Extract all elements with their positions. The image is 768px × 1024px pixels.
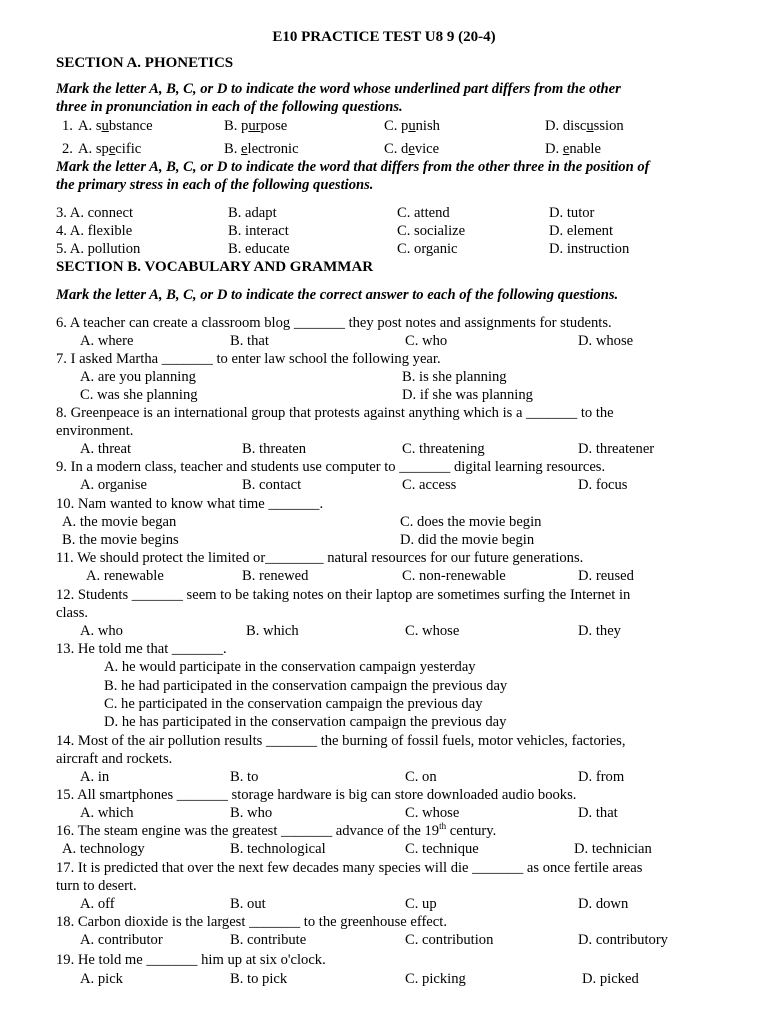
question-stem: 7. I asked Martha _______ to enter law school the following year. (56, 351, 441, 367)
option-b: B. purpose (224, 118, 288, 134)
option-b: B. is she planning (402, 369, 507, 385)
question-stem-line2: aircraft and rockets. (56, 751, 173, 767)
question-stem: 6. A teacher can create a classroom blog _______ they post notes and assignments for students. (56, 315, 612, 331)
option-a: 5. A. pollution (56, 241, 141, 257)
question-number: 2. (62, 141, 73, 157)
option-b: B. contribute (230, 932, 307, 948)
question-stem-line2: class. (56, 605, 89, 621)
option-b: B. threaten (242, 441, 307, 457)
option-c: C. attend (397, 205, 450, 221)
stress-instruction-line2: the primary stress in each of the following questions. (56, 177, 374, 193)
option-d: D. discussion (545, 118, 624, 134)
question-stem: 13. He told me that _______. (56, 641, 227, 657)
option-b: B. which (246, 623, 299, 639)
option-b: B. that (230, 333, 269, 349)
option-a: A. contributor (80, 932, 163, 948)
section-b-heading: SECTION B. VOCABULARY AND GRAMMAR (56, 259, 374, 275)
option-b: B. to pick (230, 971, 288, 987)
option-c: C. on (405, 769, 437, 785)
question-stem: 18. Carbon dioxide is the largest _______ to the greenhouse effect. (56, 914, 447, 930)
option-a: A. substance (78, 118, 153, 134)
option-b: B. he had participated in the conservation campaign the previous day (104, 678, 508, 694)
option-d: D. whose (578, 333, 634, 349)
option-d: D. reused (578, 568, 634, 584)
option-b: B. interact (228, 223, 289, 239)
question-stem-line1: 12. Students _______ seem to be taking notes on their laptop are sometimes surfing the Internet in (56, 587, 631, 603)
option-d: D. focus (578, 477, 628, 493)
option-d: D. he has participated in the conservation campaign the previous day (104, 714, 507, 730)
option-a: A. who (80, 623, 123, 639)
option-b: B. electronic (224, 141, 299, 157)
option-b: B. to (230, 769, 259, 785)
option-c: C. technique (405, 841, 479, 857)
option-c: C. whose (405, 623, 460, 639)
option-a: A. where (80, 333, 134, 349)
question-stem: 15. All smartphones _______ storage hardware is big can store downloaded audio books. (56, 787, 577, 803)
option-c: C. socialize (397, 223, 466, 239)
option-d: D. if she was planning (402, 387, 533, 403)
option-b: B. adapt (228, 205, 277, 221)
question-number: 1. (62, 118, 73, 134)
option-a: A. specific (78, 141, 142, 157)
question-stem: 19. He told me _______ him up at six o'clock. (56, 952, 326, 968)
section-a-instruction-line2: three in pronunciation in each of the following questions. (56, 99, 403, 115)
option-d: D. technician (574, 841, 652, 857)
question-stem-line1: 14. Most of the air pollution results _______ the burning of fossil fuels, motor vehicles, factories, (56, 733, 626, 749)
option-d: D. instruction (549, 241, 630, 257)
option-b: B. who (230, 805, 273, 821)
question-stem-line1: 8. Greenpeace is an international group that protests against anything which is a _______ to the (56, 405, 614, 421)
option-a: A. technology (62, 841, 145, 857)
option-c: C. organic (397, 241, 458, 257)
question-stem-line2: environment. (56, 423, 134, 439)
option-c: C. contribution (405, 932, 494, 948)
option-a: A. organise (80, 477, 148, 493)
option-c: C. was she planning (80, 387, 198, 403)
option-b: B. out (230, 896, 266, 912)
section-a-instruction-line1: Mark the letter A, B, C, or D to indicate the word whose underlined part differs from the other (56, 81, 621, 97)
option-c: C. punish (384, 118, 440, 134)
option-d: D. contributory (578, 932, 668, 948)
option-c: C. non-renewable (402, 568, 506, 584)
option-a: A. off (80, 896, 115, 912)
option-a: A. which (80, 805, 134, 821)
option-c: C. threatening (402, 441, 485, 457)
option-a: 4. A. flexible (56, 223, 133, 239)
page-title: E10 PRACTICE TEST U8 9 (20-4) (272, 29, 496, 45)
option-d: D. tutor (549, 205, 595, 221)
option-a: A. are you planning (80, 369, 196, 385)
option-a: 3. A. connect (56, 205, 134, 221)
question-stem: 11. We should protect the limited or________ natural resources for our future generations. (56, 550, 584, 566)
option-b: B. educate (228, 241, 290, 257)
option-a: A. threat (80, 441, 132, 457)
option-d: D. down (578, 896, 629, 912)
option-c: C. he participated in the conservation campaign the previous day (104, 696, 483, 712)
option-c: C. device (384, 141, 440, 157)
question-stem: 9. In a modern class, teacher and students use computer to _______ digital learning resources. (56, 459, 606, 475)
option-a: A. in (80, 769, 110, 785)
option-c: C. up (405, 896, 437, 912)
option-a: A. the movie began (62, 514, 177, 530)
option-c: C. picking (405, 971, 466, 987)
option-d: D. picked (582, 971, 639, 987)
option-b: B. renewed (242, 568, 309, 584)
option-c: C. does the movie begin (400, 514, 542, 530)
option-d: D. threatener (578, 441, 655, 457)
option-b: B. the movie begins (62, 532, 179, 548)
option-d: D. enable (545, 141, 601, 157)
question-stem: 10. Nam wanted to know what time _______. (56, 496, 324, 512)
section-a-heading: SECTION A. PHONETICS (56, 55, 234, 71)
option-a: A. pick (80, 971, 123, 987)
stress-instruction-line1: Mark the letter A, B, C, or D to indicate the word that differs from the other three in the position of (56, 159, 650, 175)
section-b-instruction: Mark the letter A, B, C, or D to indicate the correct answer to each of the following questions. (56, 287, 619, 303)
option-a: A. renewable (86, 568, 164, 584)
question-stem-line2: turn to desert. (56, 878, 137, 894)
option-d: D. that (578, 805, 618, 821)
option-b: B. technological (230, 841, 326, 857)
option-c: C. whose (405, 805, 460, 821)
option-d: D. did the movie begin (400, 532, 535, 548)
option-d: D. they (578, 623, 621, 639)
question-stem-line1: 17. It is predicted that over the next few decades many species will die _______ as once fertile areas (56, 860, 643, 876)
option-a: A. he would participate in the conservation campaign yesterday (104, 659, 476, 675)
option-d: D. element (549, 223, 614, 239)
option-c: C. who (405, 333, 448, 349)
option-d: D. from (578, 769, 625, 785)
option-b: B. contact (242, 477, 302, 493)
option-c: C. access (402, 477, 457, 493)
question-stem: 16. The steam engine was the greatest _______ advance of the 19th century. (56, 821, 497, 839)
